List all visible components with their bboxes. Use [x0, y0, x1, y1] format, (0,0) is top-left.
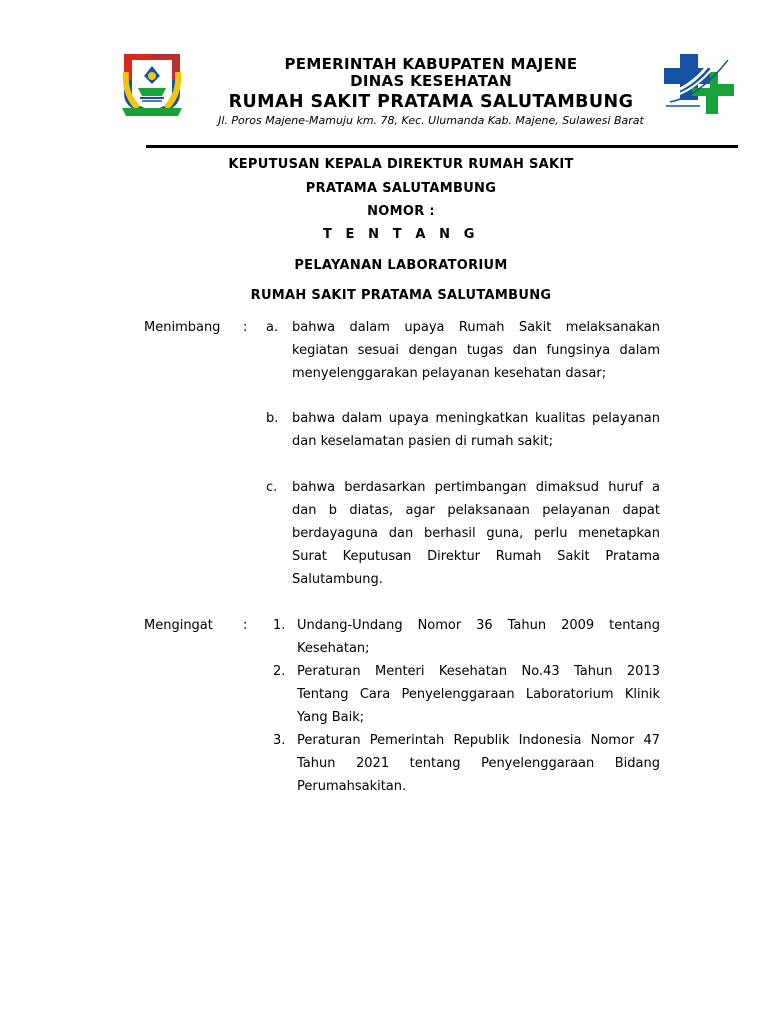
hospital-address: Jl. Poros Majene-Mamuju km. 78, Kec. Ulumanda Kab. Majene, Sulawesi Barat — [218, 114, 644, 127]
decree-title-line2: PRATAMA SALUTAMBUNG — [305, 181, 497, 196]
letterhead — [200, 56, 662, 127]
health-cross-icon — [660, 50, 736, 118]
decree-title-line1: KEPUTUSAN KEPALA DIREKTUR RUMAH SAKIT — [228, 157, 574, 172]
mengingat-colon: : — [243, 618, 248, 633]
government-name: PEMERINTAH KABUPATEN MAJENE — [284, 55, 578, 73]
letterhead-divider — [146, 145, 738, 148]
decree-subject: PELAYANAN LABORATORIUM — [294, 258, 508, 273]
tentang-heading: T E N T A N G — [322, 227, 480, 242]
mengingat-item-marker: 2. — [273, 664, 286, 679]
hospital-name: RUMAH SAKIT PRATAMA SALUTAMBUNG — [228, 92, 634, 112]
decree-number: NOMOR : — [367, 204, 435, 219]
majene-regency-emblem-icon — [118, 50, 186, 122]
menimbang-item-text: bahwa dalam upaya Rumah Sakit melaksanakan kegiatan sesuai dengan tugas dan fungsinya dalam menyelenggarakan pelayanan kesehatan dasar; — [292, 320, 660, 381]
decree-subject-hospital: RUMAH SAKIT PRATAMA SALUTAMBUNG — [250, 288, 552, 303]
agency-name: DINAS KESEHATAN — [350, 72, 512, 90]
menimbang-colon: : — [243, 320, 248, 335]
menimbang-item-text: bahwa berdasarkan pertimbangan dimaksud huruf a dan b diatas, agar pelaksanaan pelayanan dapat berdayaguna dan berhasil guna, perlu menetapkan Surat Keputusan Direktur Rumah Sakit Pratama Salutambung. — [292, 480, 660, 587]
menimbang-item-marker: b. — [266, 411, 279, 426]
mengingat-item-marker: 3. — [273, 733, 286, 748]
menimbang-item-marker: c. — [266, 480, 278, 495]
menimbang-item-marker: a. — [266, 320, 279, 335]
mengingat-item-text: Peraturan Menteri Kesehatan No.43 Tahun 2013 Tentang Cara Penyelenggaraan Laboratorium Klinik Yang Baik; — [297, 664, 660, 725]
mengingat-item-marker: 1. — [273, 618, 286, 633]
mengingat-item-text: Undang-Undang Nomor 36 Tahun 2009 tentang Kesehatan; — [297, 618, 660, 656]
menimbang-item-text: bahwa dalam upaya meningkatkan kualitas pelayanan dan keselamatan pasien di rumah sakit; — [292, 411, 660, 449]
mengingat-label: Mengingat — [144, 618, 213, 633]
mengingat-item-text: Peraturan Pemerintah Republik Indonesia Nomor 47 Tahun 2021 tentang Penyelenggaraan Bidang Perumahsakitan. — [297, 733, 660, 794]
menimbang-label: Menimbang — [144, 320, 221, 335]
